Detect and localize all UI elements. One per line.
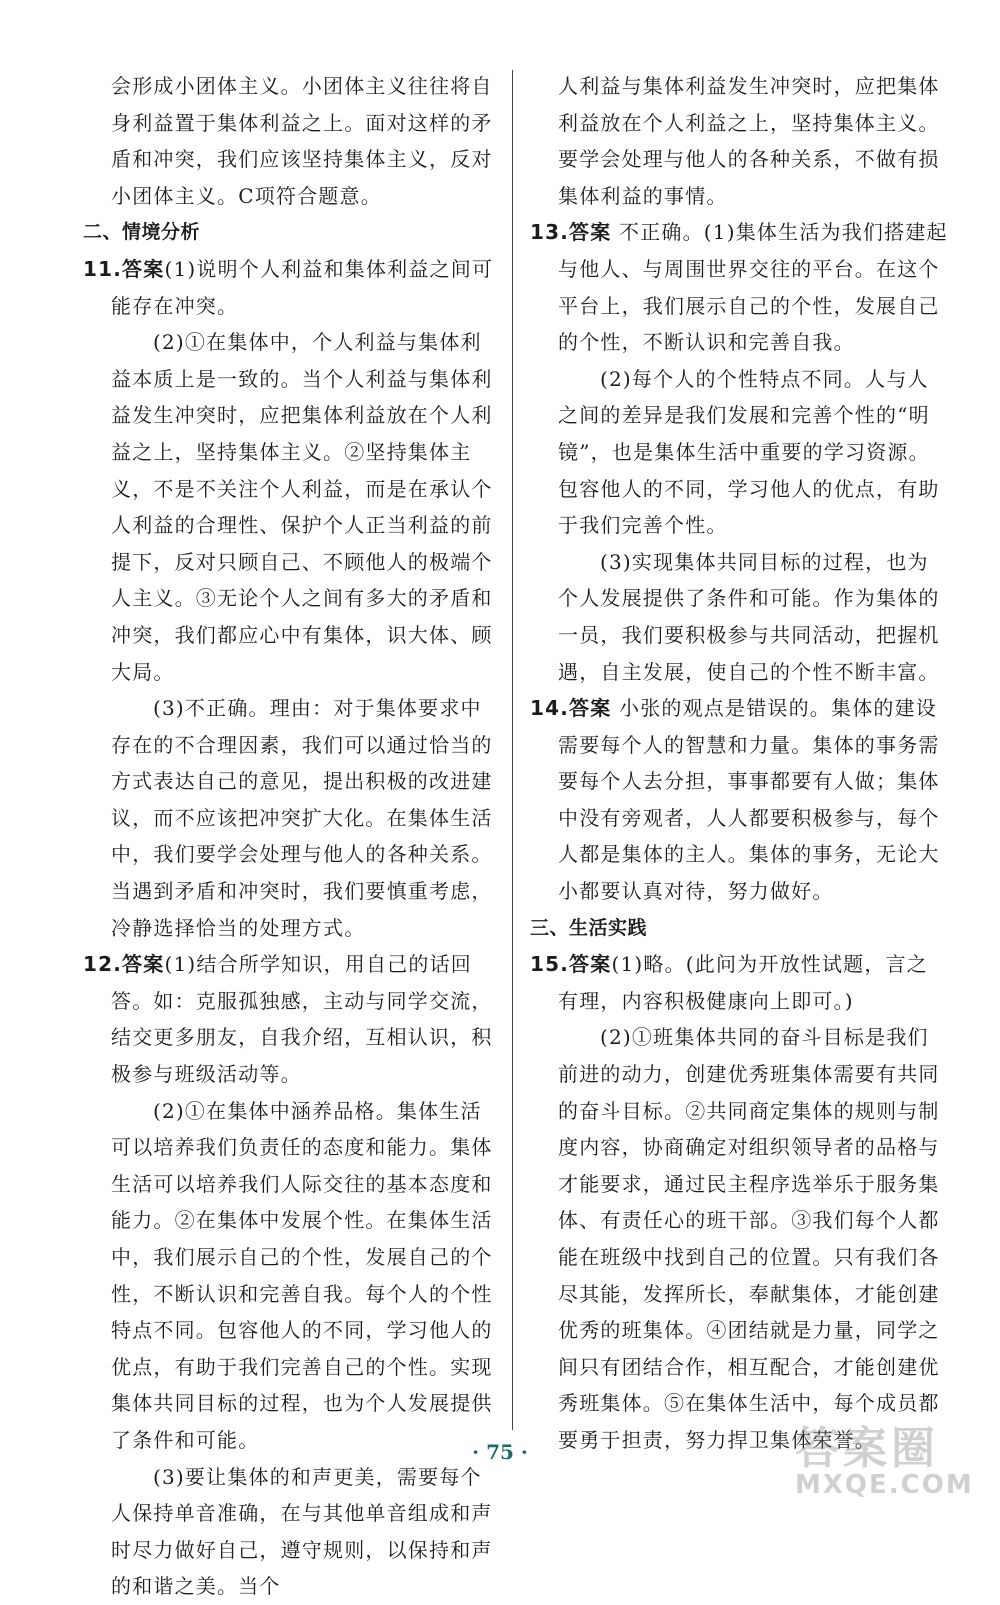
page-number: · 75 · <box>472 1440 528 1464</box>
watermark-logo <box>795 1412 985 1500</box>
question-number: 13. <box>530 220 570 245</box>
right-column <box>530 68 948 1459</box>
question-number: 11. <box>83 256 123 281</box>
section-heading-scenario: 二、情境分析 <box>83 221 201 244</box>
answer-paragraph: (3)不正确。理由：对于集体要求中存在的不合理因素，我们可以通过恰当的方式表达自己的意见，提出积极的改进建议，而不应该把冲突扩大化。在集体生活中，我们要学会处理与他人的各种关系。当遇到矛盾和冲突时，我们要慎重考虑，冷静选择恰当的处理方式。 <box>111 696 493 940</box>
continuation-paragraph: 人利益与集体利益发生冲突时，应把集体利益放在个人利益之上，坚持集体主义。要学会处理与他人的各种关系，不做有损集体利益的事情。 <box>558 74 940 208</box>
answer-label: 答案 <box>569 952 612 977</box>
answer-text: 不正确。(1)集体生活为我们搭建起与他人、与周围世界交往的平台。在这个平台上，我们展示自己的个性，发展自己的个性，不断认识和完善自我。 <box>558 220 948 355</box>
answer-label: 答案 <box>122 256 165 281</box>
left-column <box>83 68 498 1605</box>
answer-paragraph: (2)①在集体中涵养品格。集体生活可以培养我们负责任的态度和能力。集体生活可以培养我们人际交往的基本态度和能力。②在集体中发展个性。在集体生活中，我们展示自己的个性，发展自己的个性，不断认识和完善自我。每个人的个性特点不同。包容他人的不同，学习他人的优点，有助于我们完善自己的个性。实现集体共同目标的过程，也为个人发展提供了条件和可能。 <box>111 1098 493 1452</box>
answer-label: 答案 <box>569 696 612 721</box>
question-number: 15. <box>530 952 570 977</box>
continuation-paragraph: 会形成小团体主义。小团体主义往往将自身利益置于集体利益之上。面对这样的矛盾和冲突，我们应该坚持集体主义，反对小团体主义。C项符合题意。 <box>111 74 493 208</box>
question-number: 12. <box>83 952 123 977</box>
question-13 <box>530 214 948 690</box>
answer-paragraph: (3)要让集体的和声更美，需要每个人保持单音准确，在与其他单音组成和声时尽力做好自己，遵守规则，以保持和声的和谐之美。当个 <box>111 1464 493 1599</box>
answer-text: (1)结合所学知识，用自己的话回答。如：克服孤独感，主动与同学交流，结交更多朋友，自我介绍，互相认识，积极参与班级活动等。 <box>111 952 493 1087</box>
watermark-text: 答案圈 <box>795 1423 939 1474</box>
answer-label: 答案 <box>122 952 165 977</box>
question-11 <box>83 251 498 946</box>
answer-text: (1)略。(此问为开放性试题，言之有理，内容积极健康向上即可。) <box>558 952 928 1013</box>
answer-paragraph: (3)实现集体共同目标的过程，也为个人发展提供了条件和可能。作为集体的一员，我们要积极参与共同活动，把握机遇，自主发展，使自己的个性不断丰富。 <box>558 549 940 684</box>
section-heading-practice: 三、生活实践 <box>530 916 648 939</box>
question-15 <box>530 946 948 1458</box>
column-divider <box>512 70 513 1430</box>
answer-paragraph: (2)①在集体中，个人利益与集体利益本质上是一致的。当个人利益与集体利益发生冲突时，应把集体利益放在个人利益之上，坚持集体主义。②坚持集体主义，不是不关注个人利益，而是在承认个人利益的合理性、保护个人正当利益的前提下，反对只顾自己、不顾他人的极端个人主义。③无论个人之间有多大的矛盾和冲突，我们都应心中有集体，识大体、顾大局。 <box>111 330 493 684</box>
answer-text: 小张的观点是错误的。集体的建设需要每个人的智慧和力量。集体的事务需要每个人去分担，事事都要有人做；集体中没有旁观者，人人都要积极参与，每个人都是集体的主人。集体的事务，无论大小都要认真对待，努力做好。 <box>558 696 940 904</box>
watermark-url: MXQE.COM <box>795 1470 974 1500</box>
question-14 <box>530 690 948 910</box>
answer-paragraph: (2)①班集体共同的奋斗目标是我们前进的动力，创建优秀班集体需要有共同的奋斗目标。②共同商定集体的规则与制度内容，协商确定对组织领导者的品格与才能要求，通过民主程序选举乐于服务集体、有责任心的班干部。③我们每个人都能在班级中找到自己的位置。只有我们各尽其能，发挥所长，奉献集体，才能创建优秀的班集体。④团结就是力量，同学之间只有团结合作，相互配合，才能创建优秀班集体。⑤在集体生活中，每个成员都要勇于担责，努力捍卫集体荣誉。 <box>558 1025 940 1452</box>
answer-paragraph: (2)每个人的个性特点不同。人与人之间的差异是我们发展和完善个性的“明镜”，也是集体生活中重要的学习资源。包容他人的不同，学习他人的优点，有助于我们完善个性。 <box>558 366 940 538</box>
question-12 <box>83 946 498 1605</box>
answer-label: 答案 <box>569 220 612 245</box>
question-number: 14. <box>530 696 570 721</box>
answer-text: (1)说明个人利益和集体利益之间可能存在冲突。 <box>111 256 494 318</box>
